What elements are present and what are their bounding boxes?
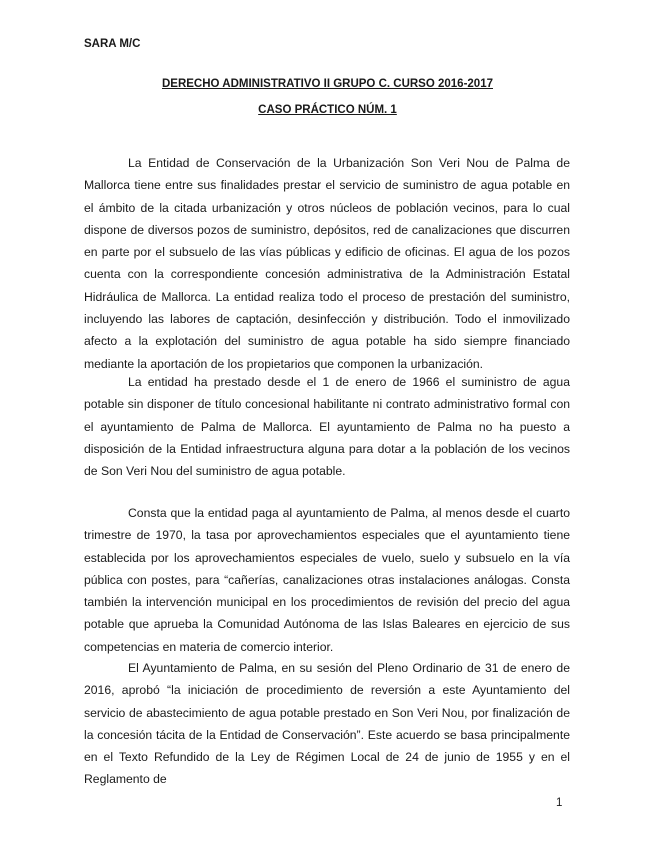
document-header-label: SARA M/C: [84, 38, 141, 50]
paragraph-4: El Ayuntamiento de Palma, en su sesión del Pleno Ordinario de 31 de enero de 2016, aprobó “la iniciación de procedimiento de reversión a este Ayuntamiento del servicio de abastecimiento de agua potable prestado en Son Veri Nou, por finalización de la concesión tácita de la Entidad de Conservación”. Este acuerdo se basa principalmente en el Texto Refundido de la Ley de Régimen Local de 24 de junio de 1955 y en el Reglamento de: [84, 661, 570, 787]
course-title: DERECHO ADMINISTRATIVO II GRUPO C. CURSO 2016-2017: [161, 78, 493, 90]
paragraph-1: La Entidad de Conservación de la Urbanización Son Veri Nou de Palma de Mallorca tiene entre sus finalidades prestar el servicio de suministro de agua potable en el ámbito de la citada urbanización y otros núcleos de población vecinos, para lo cual dispone de diversos pozos de suministro, depósitos, red de canalizaciones que discurren en parte por el subsuelo de las vías públicas y edificio de oficinas. El agua de los pozos cuenta con la correspondiente concesión administrativa de la Administración Estatal Hidráulica de Mallorca. La entidad realiza todo el proceso de prestación del suministro, incluyendo las labores de captación, desinfección y distribución. Todo el inmovilizado afecto a la explotación del suministro de agua potable ha sido siempre financiado mediante la aportación de los propietarios que componen la urbanización.: [84, 156, 570, 371]
case-title: CASO PRÁCTICO NÚM. 1: [258, 104, 397, 116]
paragraph-2: La entidad ha prestado desde el 1 de enero de 1966 el suministro de agua potable sin disponer de título concesional habilitante ni contrato administrativo formal con el ayuntamiento de Palma de Mallorca. El ayuntamiento de Palma no ha puesto a disposición de la Entidad infraestructura alguna para dotar a la población de los vecinos de Son Veri Nou del suministro de agua potable.: [84, 375, 570, 479]
paragraph-3: Consta que la entidad paga al ayuntamiento de Palma, al menos desde el cuarto trimestre de 1970, la tasa por aprovechamientos especiales que el ayuntamiento tiene establecida por los aprovechamientos especiales de vuelo, suelo y subsuelo en la vía pública con postes, para “cañerías, canalizaciones otras instalaciones análogas. Consta también la intervención municipal en los procedimientos de revisión del precio del agua potable que aprueba la Comunidad Autónoma de las Islas Baleares en ejercicio de sus competencias en materia de comercio interior.: [84, 506, 570, 654]
page-number: 1: [556, 797, 563, 809]
